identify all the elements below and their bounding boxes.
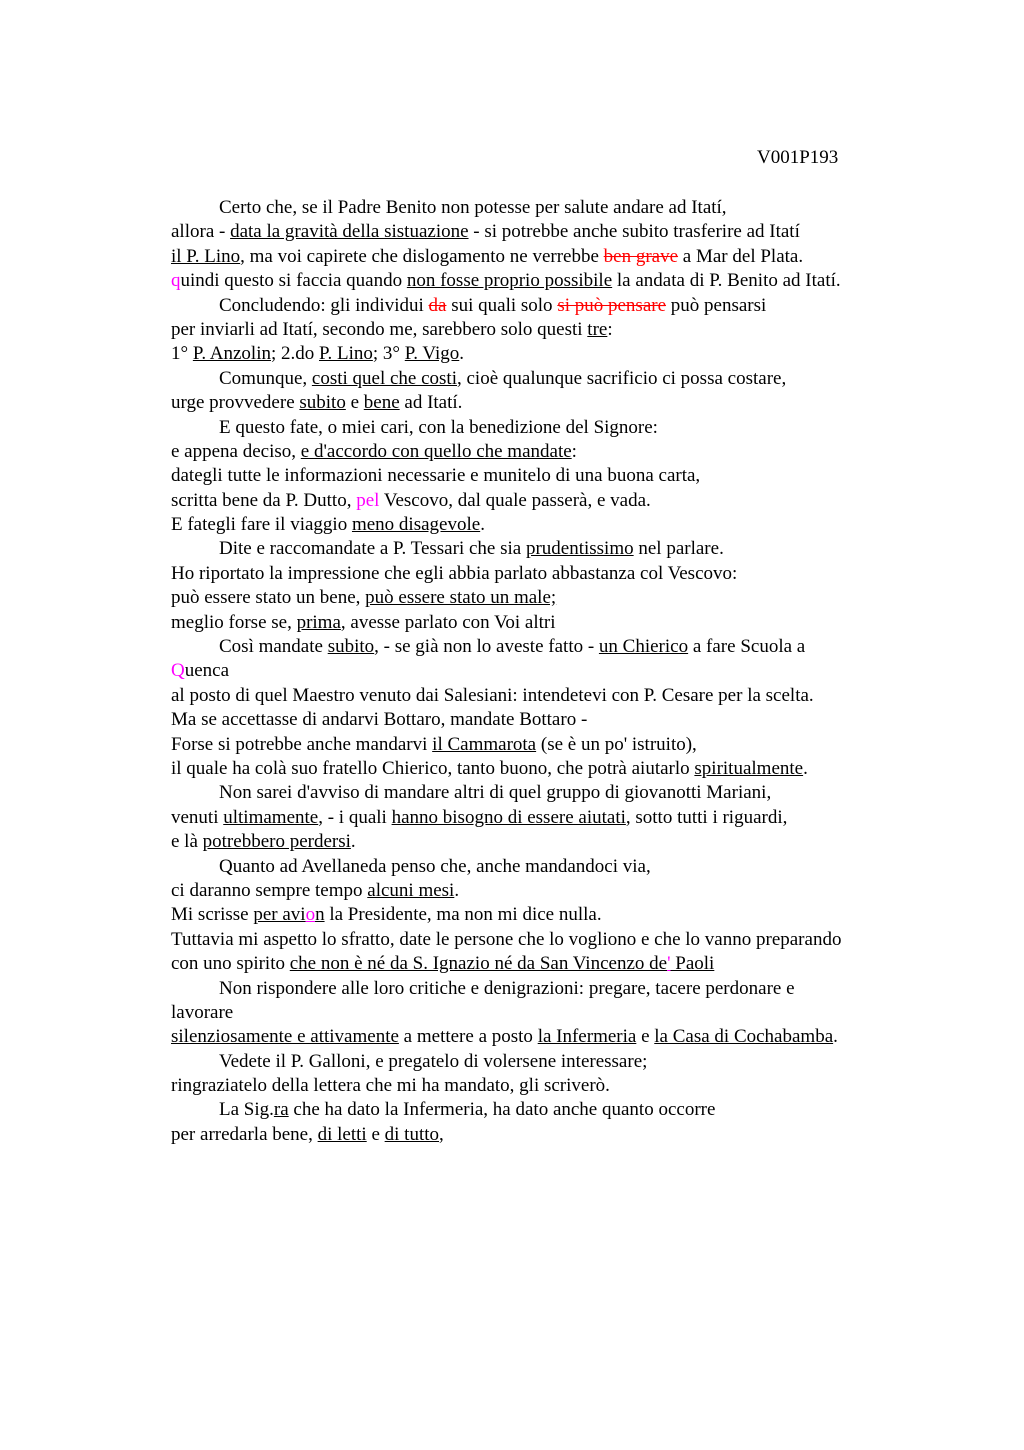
underlined-text: ra	[273, 1099, 289, 1121]
text-line	[171, 684, 951, 708]
text-line	[171, 1123, 951, 1147]
text-line	[171, 733, 951, 757]
text-segment: Comunque,	[219, 367, 312, 389]
text-segment: Dite e raccomandate a P. Tessari che sia	[219, 538, 526, 560]
text-segment: per arredarla bene,	[171, 1123, 318, 1145]
underlined-text: data la gravità della sistuazione	[230, 221, 469, 243]
underlined-text: subito	[327, 636, 375, 658]
underlined-text: tre	[587, 318, 608, 340]
text-segment: , sotto tutti i riguardi,	[625, 806, 788, 828]
text-segment: Vedete il P. Galloni, e pregatelo di volersene interessare;	[219, 1050, 648, 1072]
text-segment: al posto di quel Maestro venuto dai Salesiani: intendetevi con P. Cesare per la scelta.	[171, 684, 814, 706]
text-segment: per inviarli ad Itatí, secondo me, sarebbero solo questi	[171, 318, 588, 340]
text-segment: .	[454, 879, 460, 901]
underlined-text: Paoli	[670, 953, 715, 975]
text-line	[171, 757, 951, 781]
underlined-text: prudentissimo	[525, 538, 634, 560]
underlined-text: potrebbero perdersi	[202, 831, 351, 853]
text-line	[171, 1001, 951, 1025]
text-segment: con uno spirito	[171, 953, 290, 975]
text-segment: e	[366, 1123, 385, 1145]
text-segment: , cioè qualunque sacrificio ci possa costare,	[457, 367, 787, 389]
text-line	[171, 806, 951, 830]
underlined-text: il Cammarota	[432, 733, 537, 755]
text-line	[171, 708, 951, 732]
text-line	[171, 416, 951, 440]
underlined-text: di tutto	[384, 1123, 440, 1145]
text-segment: La Sig.	[219, 1099, 274, 1121]
underlined-text: costi quel che costi	[311, 367, 457, 389]
text-line	[171, 977, 951, 1001]
text-segment: e	[345, 392, 364, 414]
text-line	[171, 1050, 951, 1074]
text-segment: ad Itatí.	[399, 392, 463, 414]
text-segment: , ma voi capirete che dislogamento ne verrebbe	[240, 245, 604, 267]
text-segment: la Presidente, ma non mi dice nulla.	[324, 904, 602, 926]
underlined-text: alcuni mesi	[367, 879, 455, 901]
underlined-text: P. Vigo	[404, 343, 460, 365]
underlined-text: ultimamente	[223, 806, 319, 828]
text-segment: dategli tutte le informazioni necessarie e munitelo di una buona carta,	[171, 465, 701, 487]
text-segment: 1°	[171, 343, 193, 365]
text-line	[171, 562, 951, 586]
corrected-text: Q	[171, 660, 185, 682]
text-line	[171, 1025, 951, 1049]
text-segment: .	[459, 343, 464, 365]
text-line	[171, 586, 951, 610]
text-segment: Mi scrisse	[171, 904, 254, 926]
text-line	[171, 367, 951, 391]
text-segment: Così mandate	[219, 636, 328, 658]
underlined-text: un Chierico	[598, 636, 689, 658]
text-line	[171, 903, 951, 927]
text-segment: - si potrebbe anche subito trasferire ad Itatí	[468, 221, 800, 243]
text-line	[171, 318, 951, 342]
underlined-text: che non è né da S. Ignazio né da San Vincenzo de	[289, 953, 668, 975]
text-segment: .	[833, 1026, 838, 1048]
text-line	[171, 611, 951, 635]
struck-text: ben grave	[603, 245, 679, 267]
text-segment: E fategli fare il viaggio	[171, 514, 352, 536]
text-segment: la andata di P. Benito ad Itatí.	[612, 270, 841, 292]
text-segment: meglio forse se,	[171, 611, 297, 633]
underlined-text: silenziosamente e attivamente	[171, 1026, 399, 1048]
text-segment: :	[607, 318, 613, 340]
document-reference: V001P193	[757, 147, 839, 168]
corrected-text: o	[305, 904, 316, 926]
text-segment: Forse si potrebbe anche mandarvi	[171, 733, 433, 755]
text-segment: :	[571, 440, 577, 462]
text-line	[171, 1074, 951, 1098]
text-segment: può essere stato un bene,	[171, 587, 366, 609]
text-line	[171, 196, 951, 220]
underlined-text: hanno bisogno di essere aiutati	[391, 806, 626, 828]
text-segment: ; 2.do	[270, 343, 320, 365]
text-segment: Certo che, se il Padre Benito non potesse per salute andare ad Itatí,	[219, 197, 727, 218]
text-line	[171, 489, 951, 513]
text-line	[171, 928, 951, 952]
text-segment: Ho riportato la impressione che egli abbia parlato abbastanza col Vescovo:	[171, 562, 738, 584]
text-segment: ; 3°	[372, 343, 405, 365]
underlined-text: può essere stato un male;	[365, 587, 557, 609]
text-line	[171, 391, 951, 415]
text-segment: uindi questo si faccia quando	[180, 270, 407, 292]
text-segment: urge provvedere	[171, 392, 300, 414]
underlined-text: n	[315, 904, 325, 926]
text-line	[171, 855, 951, 879]
underlined-text: meno disagevole	[351, 514, 481, 536]
text-segment: Concludendo: gli individui	[219, 294, 429, 316]
text-segment: e	[636, 1026, 655, 1048]
text-line	[171, 952, 951, 976]
text-segment: Quanto ad Avellaneda penso che, anche mandandoci via,	[219, 855, 651, 877]
corrected-text: q	[171, 270, 181, 292]
text-segment: uenca	[184, 660, 230, 682]
corrected-text: '	[667, 953, 671, 975]
text-segment: (se è un po' istruito),	[536, 733, 697, 755]
text-line	[171, 1098, 951, 1122]
text-segment: allora -	[171, 221, 231, 243]
underlined-text: e d'accordo con quello che mandate	[300, 440, 572, 462]
underlined-text: P. Anzolin	[192, 343, 271, 365]
text-line	[171, 635, 951, 659]
underlined-text: la Casa di Cochabamba	[654, 1026, 834, 1048]
text-segment: nel parlare.	[633, 538, 724, 560]
underlined-text: subito	[299, 392, 346, 414]
underlined-text: la Infermeria	[537, 1026, 637, 1048]
text-segment: venuti	[171, 806, 224, 828]
text-segment: lavorare	[171, 1001, 234, 1023]
text-line	[171, 220, 951, 244]
underlined-text: bene	[363, 392, 400, 414]
text-segment: e appena deciso,	[171, 440, 301, 462]
corrected-text: pel	[356, 489, 380, 511]
text-line	[171, 513, 951, 537]
text-line	[171, 659, 951, 683]
text-segment: scritta bene da P. Dutto,	[171, 489, 357, 511]
text-segment: e là	[171, 831, 203, 853]
underlined-text: prima	[296, 611, 341, 633]
text-line	[171, 294, 951, 318]
underlined-text: il P. Lino	[171, 245, 241, 267]
text-segment: , - i quali	[318, 806, 392, 828]
text-line	[171, 440, 951, 464]
text-segment: Tuttavia mi aspetto lo sfratto, date le persone che lo vogliono e che lo vanno preparando	[171, 928, 842, 950]
underlined-text: non fosse proprio possibile	[406, 270, 613, 292]
text-line	[171, 269, 951, 293]
letter-body	[171, 196, 951, 1147]
text-line	[171, 879, 951, 903]
text-segment: può pensarsi	[666, 294, 767, 316]
struck-text: si può pensare	[557, 294, 667, 316]
underlined-text: di letti	[317, 1123, 367, 1145]
text-line	[171, 245, 951, 269]
text-segment: a fare Scuola a	[688, 636, 806, 658]
text-segment: Ma se accettasse di andarvi Bottaro, mandate Bottaro -	[171, 709, 588, 731]
text-segment: Non sarei d'avviso di mandare altri di quel gruppo di giovanotti Mariani,	[219, 782, 772, 804]
text-segment: Vescovo, dal quale passerà, e vada.	[379, 489, 651, 511]
text-segment: .	[350, 831, 356, 853]
text-line	[171, 830, 951, 854]
text-line	[171, 342, 951, 366]
text-segment: Non rispondere alle loro critiche e denigrazioni: pregare, tacere perdonare e	[219, 977, 795, 999]
text-line	[171, 781, 951, 805]
text-segment: , avesse parlato con Voi altri	[340, 611, 556, 633]
text-segment: .	[480, 514, 485, 536]
underlined-text: per avi	[253, 904, 306, 926]
text-segment: il quale ha colà suo fratello Chierico, tanto buono, che potrà aiutarlo	[171, 757, 695, 779]
text-segment: E questo fate, o miei cari, con la benedizione del Signore:	[219, 416, 658, 438]
text-segment: a Mar del Plata.	[678, 245, 804, 267]
text-line	[171, 464, 951, 488]
text-segment: , - se già non lo aveste fatto -	[374, 636, 599, 658]
underlined-text: P. Lino	[319, 343, 373, 365]
text-segment: .	[803, 757, 808, 779]
text-segment: sui quali solo	[446, 294, 558, 316]
text-segment: ci daranno sempre tempo	[171, 879, 368, 901]
text-segment: ringraziatelo della lettera che mi ha mandato, gli scriverò.	[171, 1075, 610, 1097]
text-line	[171, 537, 951, 561]
struck-text: da	[428, 294, 447, 316]
text-segment: che ha dato la Infermeria, ha dato anche quanto occorre	[288, 1099, 716, 1121]
underlined-text: spiritualmente	[694, 757, 804, 779]
text-segment: ,	[439, 1123, 444, 1145]
text-segment: a mettere a posto	[398, 1026, 538, 1048]
